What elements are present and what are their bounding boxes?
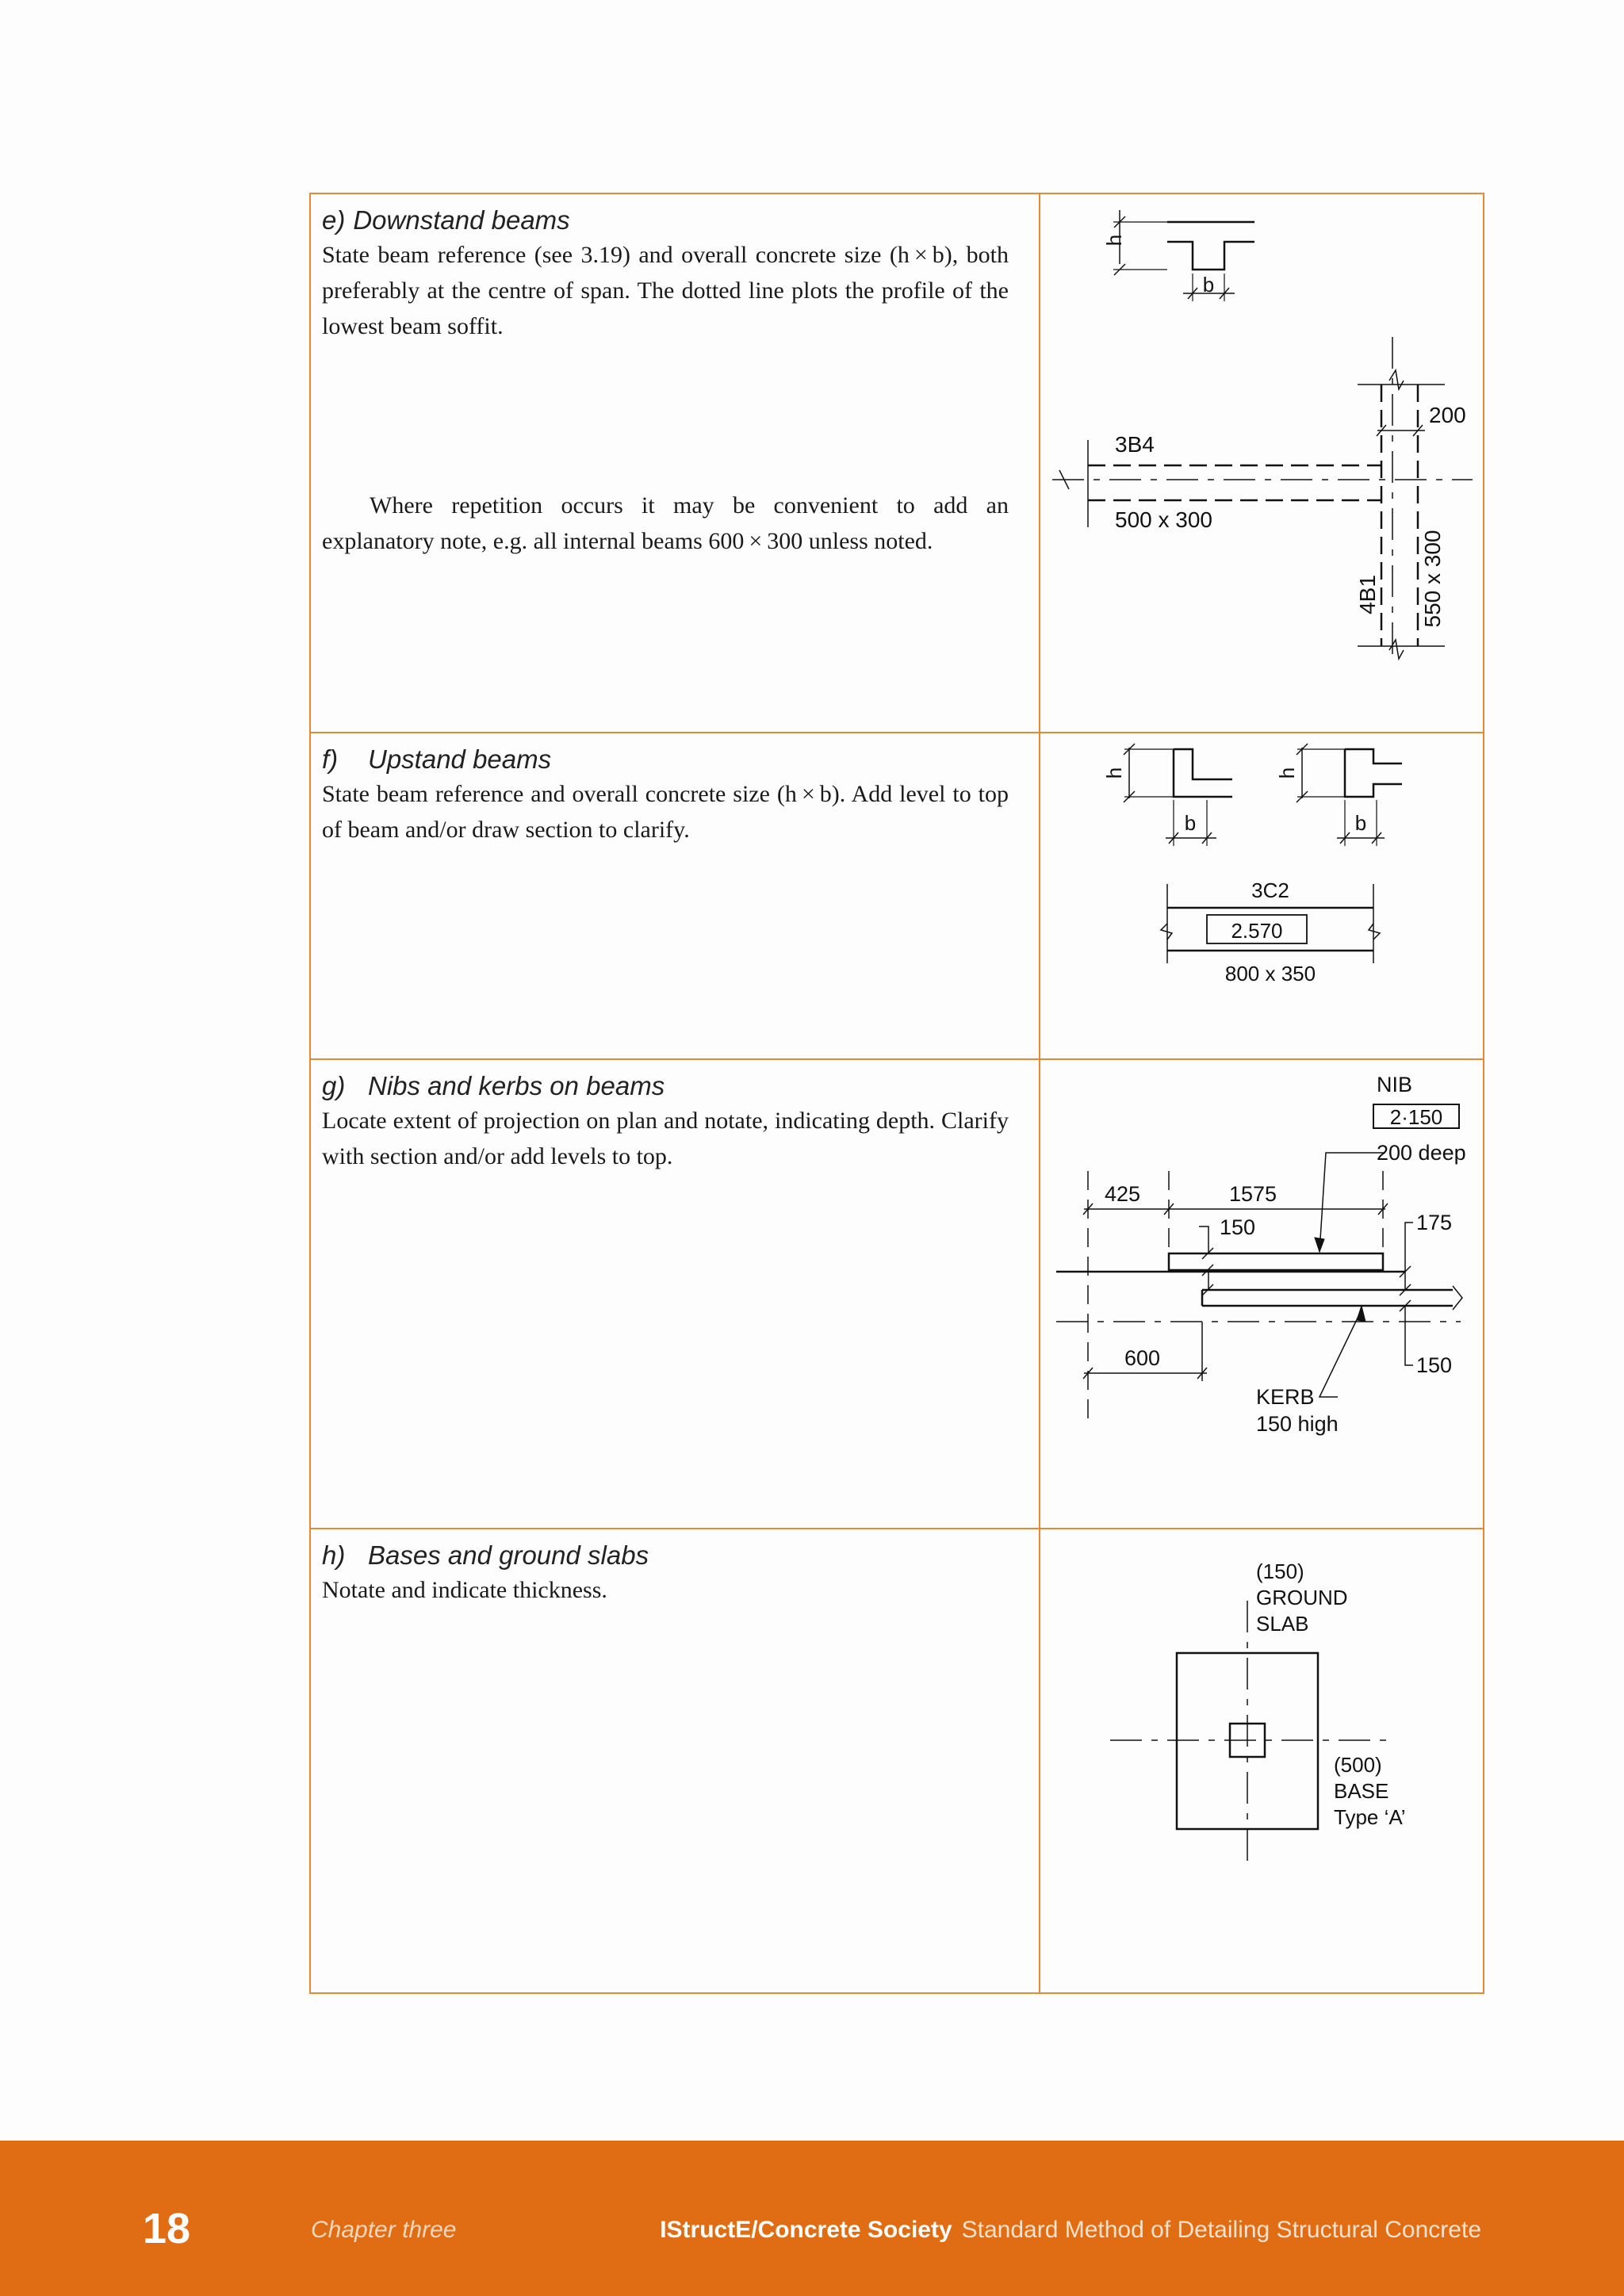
text-cell bbox=[311, 194, 1040, 732]
page-footer bbox=[0, 2141, 1624, 2296]
row-bases-and-ground-slabs bbox=[311, 1529, 1483, 1994]
detailing-table bbox=[309, 193, 1484, 1994]
figure-cell bbox=[1040, 1529, 1486, 1994]
section-paragraph: Where repetition occurs it may be convenient to add an explanatory note, e.g. all internal beams 600 × 300 unless noted. bbox=[322, 492, 1009, 554]
figure-cell bbox=[1040, 733, 1486, 1058]
publication-line bbox=[660, 2217, 1481, 2244]
beam-size: 550 x 300 bbox=[1420, 530, 1445, 628]
level-box-value: 2.570 bbox=[1231, 919, 1283, 943]
section-letter: h) bbox=[322, 1540, 346, 1570]
nib-depth: 200 deep bbox=[1377, 1141, 1466, 1165]
nib-level: 2·150 bbox=[1389, 1105, 1443, 1129]
section-letter: f) bbox=[322, 744, 339, 774]
section-paragraph: Notate and indicate thickness. bbox=[322, 1577, 607, 1603]
dim-label: 1575 bbox=[1229, 1182, 1277, 1206]
base-thickness: (500) bbox=[1334, 1753, 1382, 1777]
beam-reference: 3C2 bbox=[1251, 878, 1289, 902]
slab-label: SLAB bbox=[1256, 1612, 1309, 1636]
section-heading bbox=[322, 1071, 665, 1101]
section-heading bbox=[322, 744, 551, 775]
beam-reference: 3B4 bbox=[1115, 432, 1155, 457]
upstand-beam-figure bbox=[1040, 733, 1486, 1058]
nib-label: NIB bbox=[1377, 1073, 1413, 1096]
text-cell bbox=[311, 1060, 1040, 1528]
slab-thickness: (150) bbox=[1256, 1559, 1304, 1583]
section-paragraph: Locate extent of projection on plan and notate, indicating depth. Clarify with section and/or add levels to top. bbox=[322, 1108, 1009, 1169]
dim-label: 150 bbox=[1220, 1215, 1256, 1239]
section-heading bbox=[322, 1540, 649, 1571]
h-label: h bbox=[1102, 767, 1126, 779]
section-letter: e) bbox=[322, 205, 346, 235]
row-upstand-beams bbox=[311, 733, 1483, 1060]
b-label: b bbox=[1202, 273, 1215, 297]
section-paragraph: State beam reference (see 3.19) and overall concrete size (h × b), both preferably at the centre of span. The dotted line plots the profile of the lowest beam soffit. bbox=[322, 242, 1009, 339]
section-title: Bases and ground slabs bbox=[368, 1540, 649, 1570]
b-label: b bbox=[1354, 811, 1367, 835]
kerb-label: KERB bbox=[1256, 1385, 1315, 1409]
dim-label: 200 bbox=[1429, 403, 1466, 427]
base-type: Type ‘A’ bbox=[1334, 1805, 1406, 1829]
dim-label: 150 bbox=[1416, 1353, 1453, 1377]
beam-size: 500 x 300 bbox=[1115, 507, 1212, 532]
h-label: h bbox=[1275, 767, 1299, 779]
b-label: b bbox=[1184, 811, 1197, 835]
h-label: h bbox=[1102, 234, 1126, 247]
text-cell bbox=[311, 1529, 1040, 1994]
row-downstand-beams bbox=[311, 194, 1483, 733]
base-slab-figure bbox=[1040, 1529, 1486, 1992]
section-paragraph: State beam reference and overall concrete size (h × b). Add level to top of beam and/or draw section to clarify. bbox=[322, 781, 1009, 843]
page-number: 18 bbox=[143, 2205, 191, 2252]
base-label: BASE bbox=[1334, 1779, 1389, 1803]
section-title: Nibs and kerbs on beams bbox=[368, 1071, 665, 1100]
slab-label: GROUND bbox=[1256, 1586, 1348, 1609]
beam-size: 800 x 350 bbox=[1224, 962, 1316, 985]
kerb-height: 150 high bbox=[1256, 1412, 1339, 1436]
chapter-label: Chapter three bbox=[311, 2217, 457, 2243]
nib-kerb-figure bbox=[1040, 1060, 1486, 1528]
section-heading bbox=[322, 205, 570, 235]
figure-cell bbox=[1040, 1060, 1486, 1528]
dim-label: 425 bbox=[1105, 1182, 1141, 1206]
text-cell bbox=[311, 733, 1040, 1058]
beam-reference: 4B1 bbox=[1355, 575, 1380, 614]
figure-cell bbox=[1040, 194, 1486, 732]
section-title: Downstand beams bbox=[353, 205, 570, 235]
row-nibs-and-kerbs bbox=[311, 1060, 1483, 1529]
dim-label: 175 bbox=[1416, 1211, 1453, 1234]
publisher-name: IStructE/Concrete Society bbox=[660, 2217, 952, 2243]
section-letter: g) bbox=[322, 1071, 346, 1100]
book-title: Standard Method of Detailing Structural Concrete bbox=[961, 2217, 1481, 2243]
downstand-beam-figure bbox=[1040, 194, 1486, 732]
dim-label: 600 bbox=[1124, 1346, 1161, 1370]
section-title: Upstand beams bbox=[368, 744, 552, 774]
